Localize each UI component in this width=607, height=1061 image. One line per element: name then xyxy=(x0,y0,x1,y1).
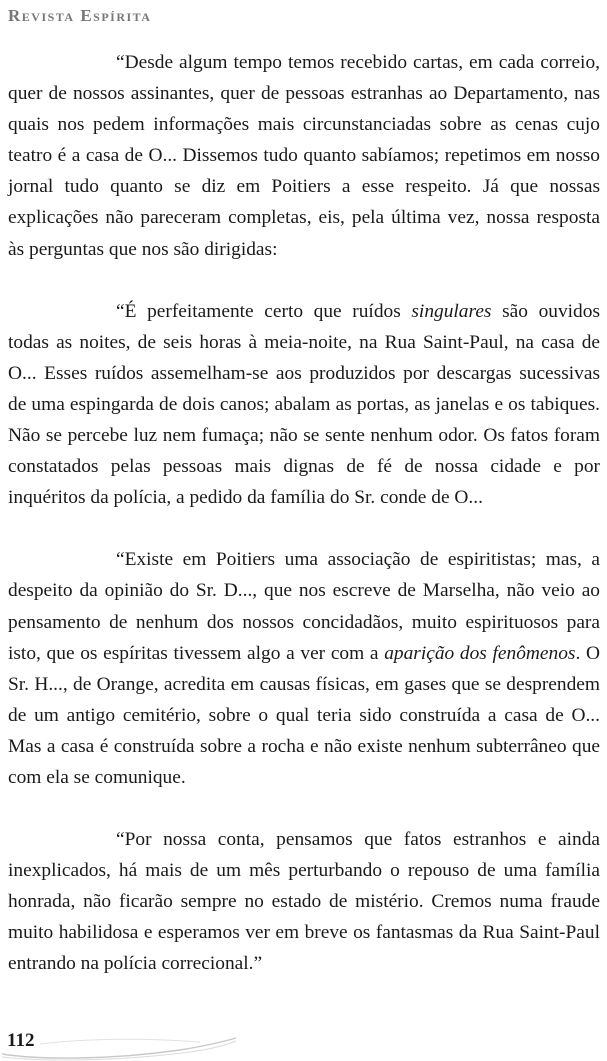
paragraph-4 xyxy=(8,824,600,979)
paragraph-2-text-end: são ouvidos todas as noites, de seis horas à meia-noite, na Rua Saint-Paul, na casa de O... Esses ruídos assemelham-se aos produzidos por descargas sucessivas de uma espingarda de dois canos; abalam as portas, as janelas e os tabiques. Não se percebe luz nem fumaça; não se sente nenhum odor. Os fatos foram constatados pelas pessoas mais dignas de fé de nossa cidade e por inquéritos da polícia, a pedido da família do Sr. conde de O... xyxy=(8,300,600,509)
paragraph-4-text: “Por nossa conta, pensamos que fatos estranhos e ainda inexplicados, há mais de um mês perturbando o repouso de uma família honrada, não ficarão sempre no estado de mistério. Cremos numa fraude muito habilidosa e esperamos ver em breve os fantasmas da Rua Saint-Paul entrando na polícia correcional.” xyxy=(8,829,600,975)
paragraph-1 xyxy=(8,47,600,265)
page-swoosh-icon xyxy=(0,1024,240,1061)
paragraph-2-italic: singulares xyxy=(411,300,492,322)
paragraph-3 xyxy=(8,544,600,793)
page-number: 112 xyxy=(7,1030,35,1051)
page-footer xyxy=(0,1024,607,1061)
running-head: Revista Espírita xyxy=(8,6,152,25)
paragraph-3-italic: aparição dos fenômenos xyxy=(384,642,576,664)
paragraph-3-text-end: . O Sr. H..., de Orange, acredita em causas físicas, em gases que se desprendem de um antigo cemitério, sobre o qual teria sido construída a casa de O... Mas a casa é construída sobre a rocha e não existe nenhum subterrâneo que com ela se comunique. xyxy=(8,642,600,788)
paragraph-1-text: “Desde algum tempo temos recebido cartas, em cada correio, quer de nossos assinantes, quer de pessoas estranhas ao Departamento, nas quais nos pedem informações mais circunstanciadas sobre as cenas cujo teatro é a casa de O... Dissemos tudo quanto sabíamos; repetimos em nosso jornal tudo quanto se diz em Poitiers a esse respeito. Já que nossas explicações não pareceram completas, eis, pela última vez, nossa resposta às perguntas que nos são dirigidas: xyxy=(8,52,600,260)
paragraph-2 xyxy=(8,296,600,514)
body-text xyxy=(8,47,600,1011)
paragraph-2-text-start: “É perfeitamente certo que ruídos xyxy=(116,300,412,322)
paragraph-3-text-start: “Existe em Poitiers uma associação de espiritistas; mas, a despeito da opinião do Sr. D..., que nos escreve de Marselha, não veio ao pensamento de nenhum dos nossos concidadãos, muito espirituosos para isto, que os espíritas tivessem algo a ver com a xyxy=(8,549,600,664)
